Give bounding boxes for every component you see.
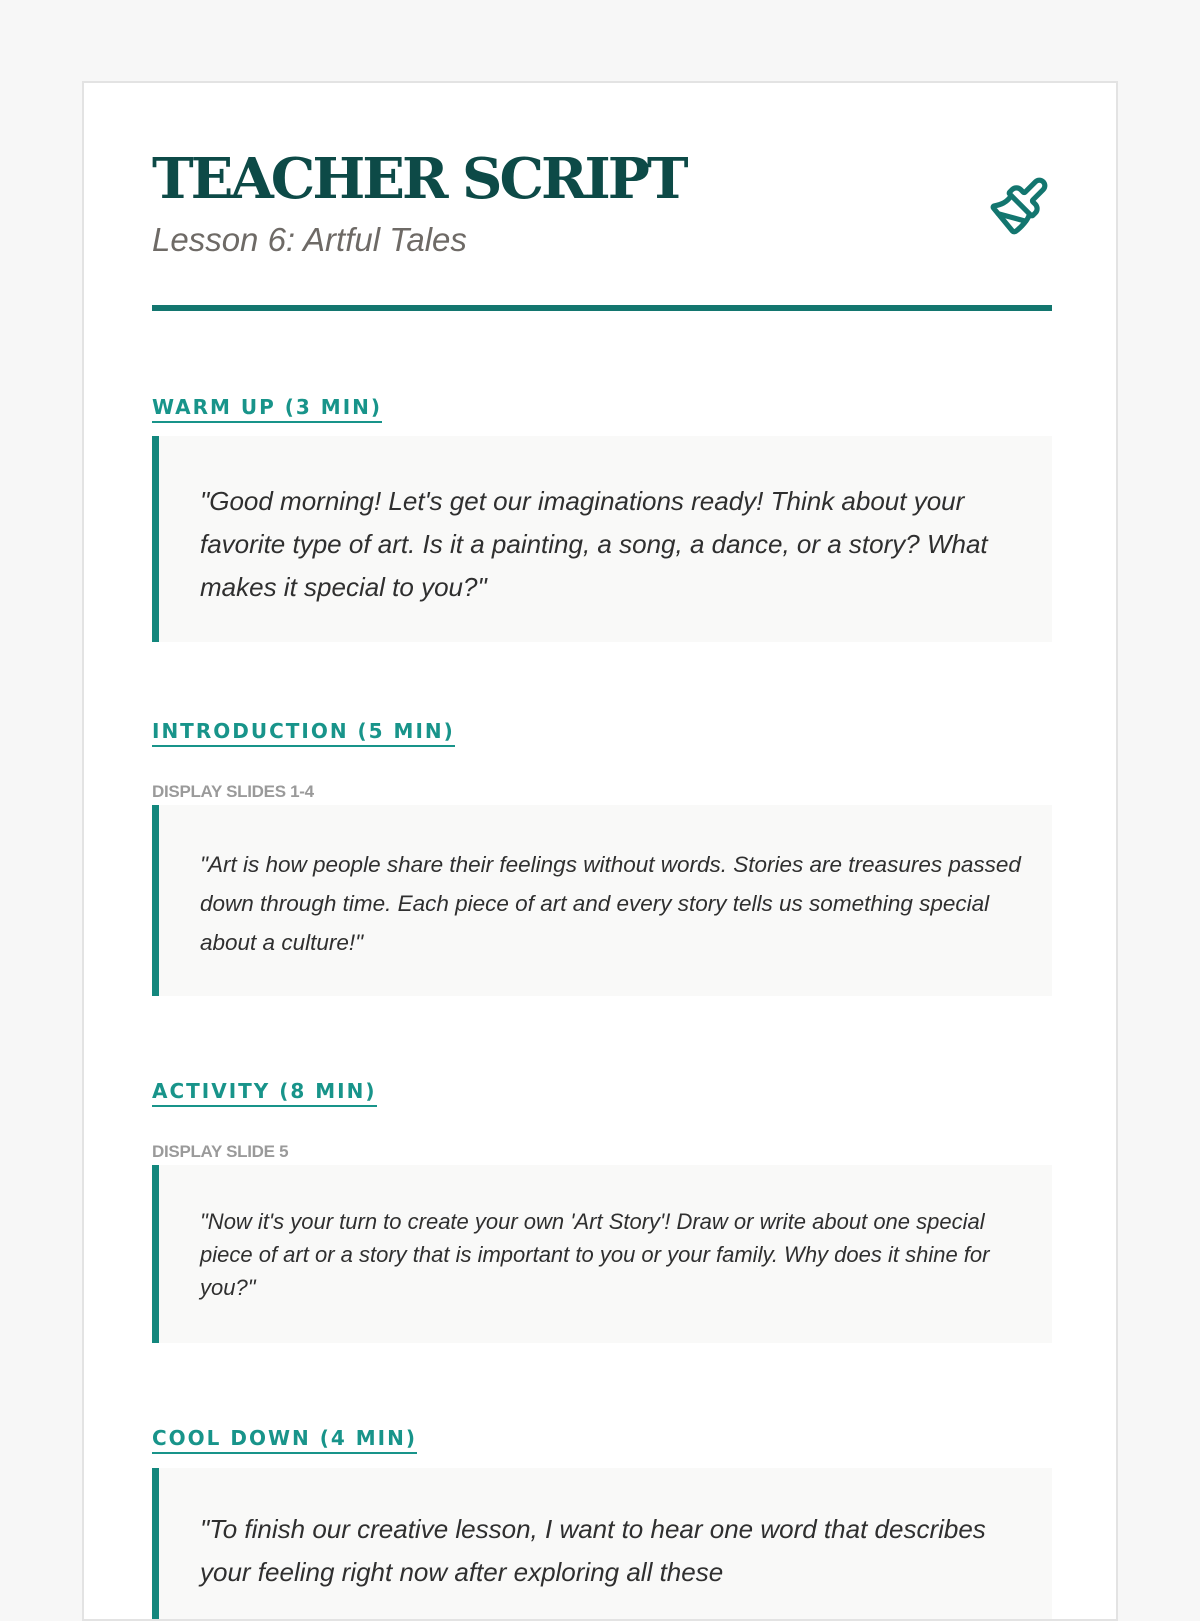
script-block-activity	[152, 1165, 1052, 1343]
section-heading-introduction: INTRODUCTION (5 MIN)	[152, 721, 455, 747]
script-text-warm-up: "Good morning! Let's get our imaginations ready! Think about your favorite type of art. Is it a painting, a song, a dance, or a story? What makes it special to you?"	[200, 486, 988, 602]
script-text-cool-down: "To finish our creative lesson, I want to hear one word that describes your feeling right now after exploring all these	[200, 1514, 986, 1587]
page-title: TEACHER SCRIPT	[152, 146, 686, 212]
section-heading-activity: ACTIVITY (8 MIN)	[152, 1081, 377, 1107]
lesson-subtitle: Lesson 6: Artful Tales	[152, 221, 467, 258]
script-text-activity: "Now it's your turn to create your own 'Art Story'! Draw or write about one special piece of art or a story that is important to you or your family. Why does it shine for you?"	[200, 1209, 990, 1300]
script-block-introduction	[152, 805, 1052, 996]
section-heading-warm-up: WARM UP (3 MIN)	[152, 397, 382, 423]
script-block-warm-up	[152, 436, 1052, 642]
header-divider	[152, 305, 1052, 311]
section-heading-cool-down: COOL DOWN (4 MIN)	[152, 1428, 417, 1454]
display-note-activity: DISPLAY SLIDE 5	[152, 1142, 289, 1161]
paintbrush-icon	[988, 175, 1050, 237]
script-text-introduction: "Art is how people share their feelings without words. Stories are treasures passed down through time. Each piece of art and every story tells us something special about a culture!"	[200, 852, 1021, 955]
display-note-introduction: DISPLAY SLIDES 1-4	[152, 782, 314, 801]
script-page	[82, 81, 1118, 1621]
page-content	[152, 83, 1052, 1587]
page-header	[152, 83, 1052, 313]
script-block-cool-down	[152, 1468, 1052, 1621]
